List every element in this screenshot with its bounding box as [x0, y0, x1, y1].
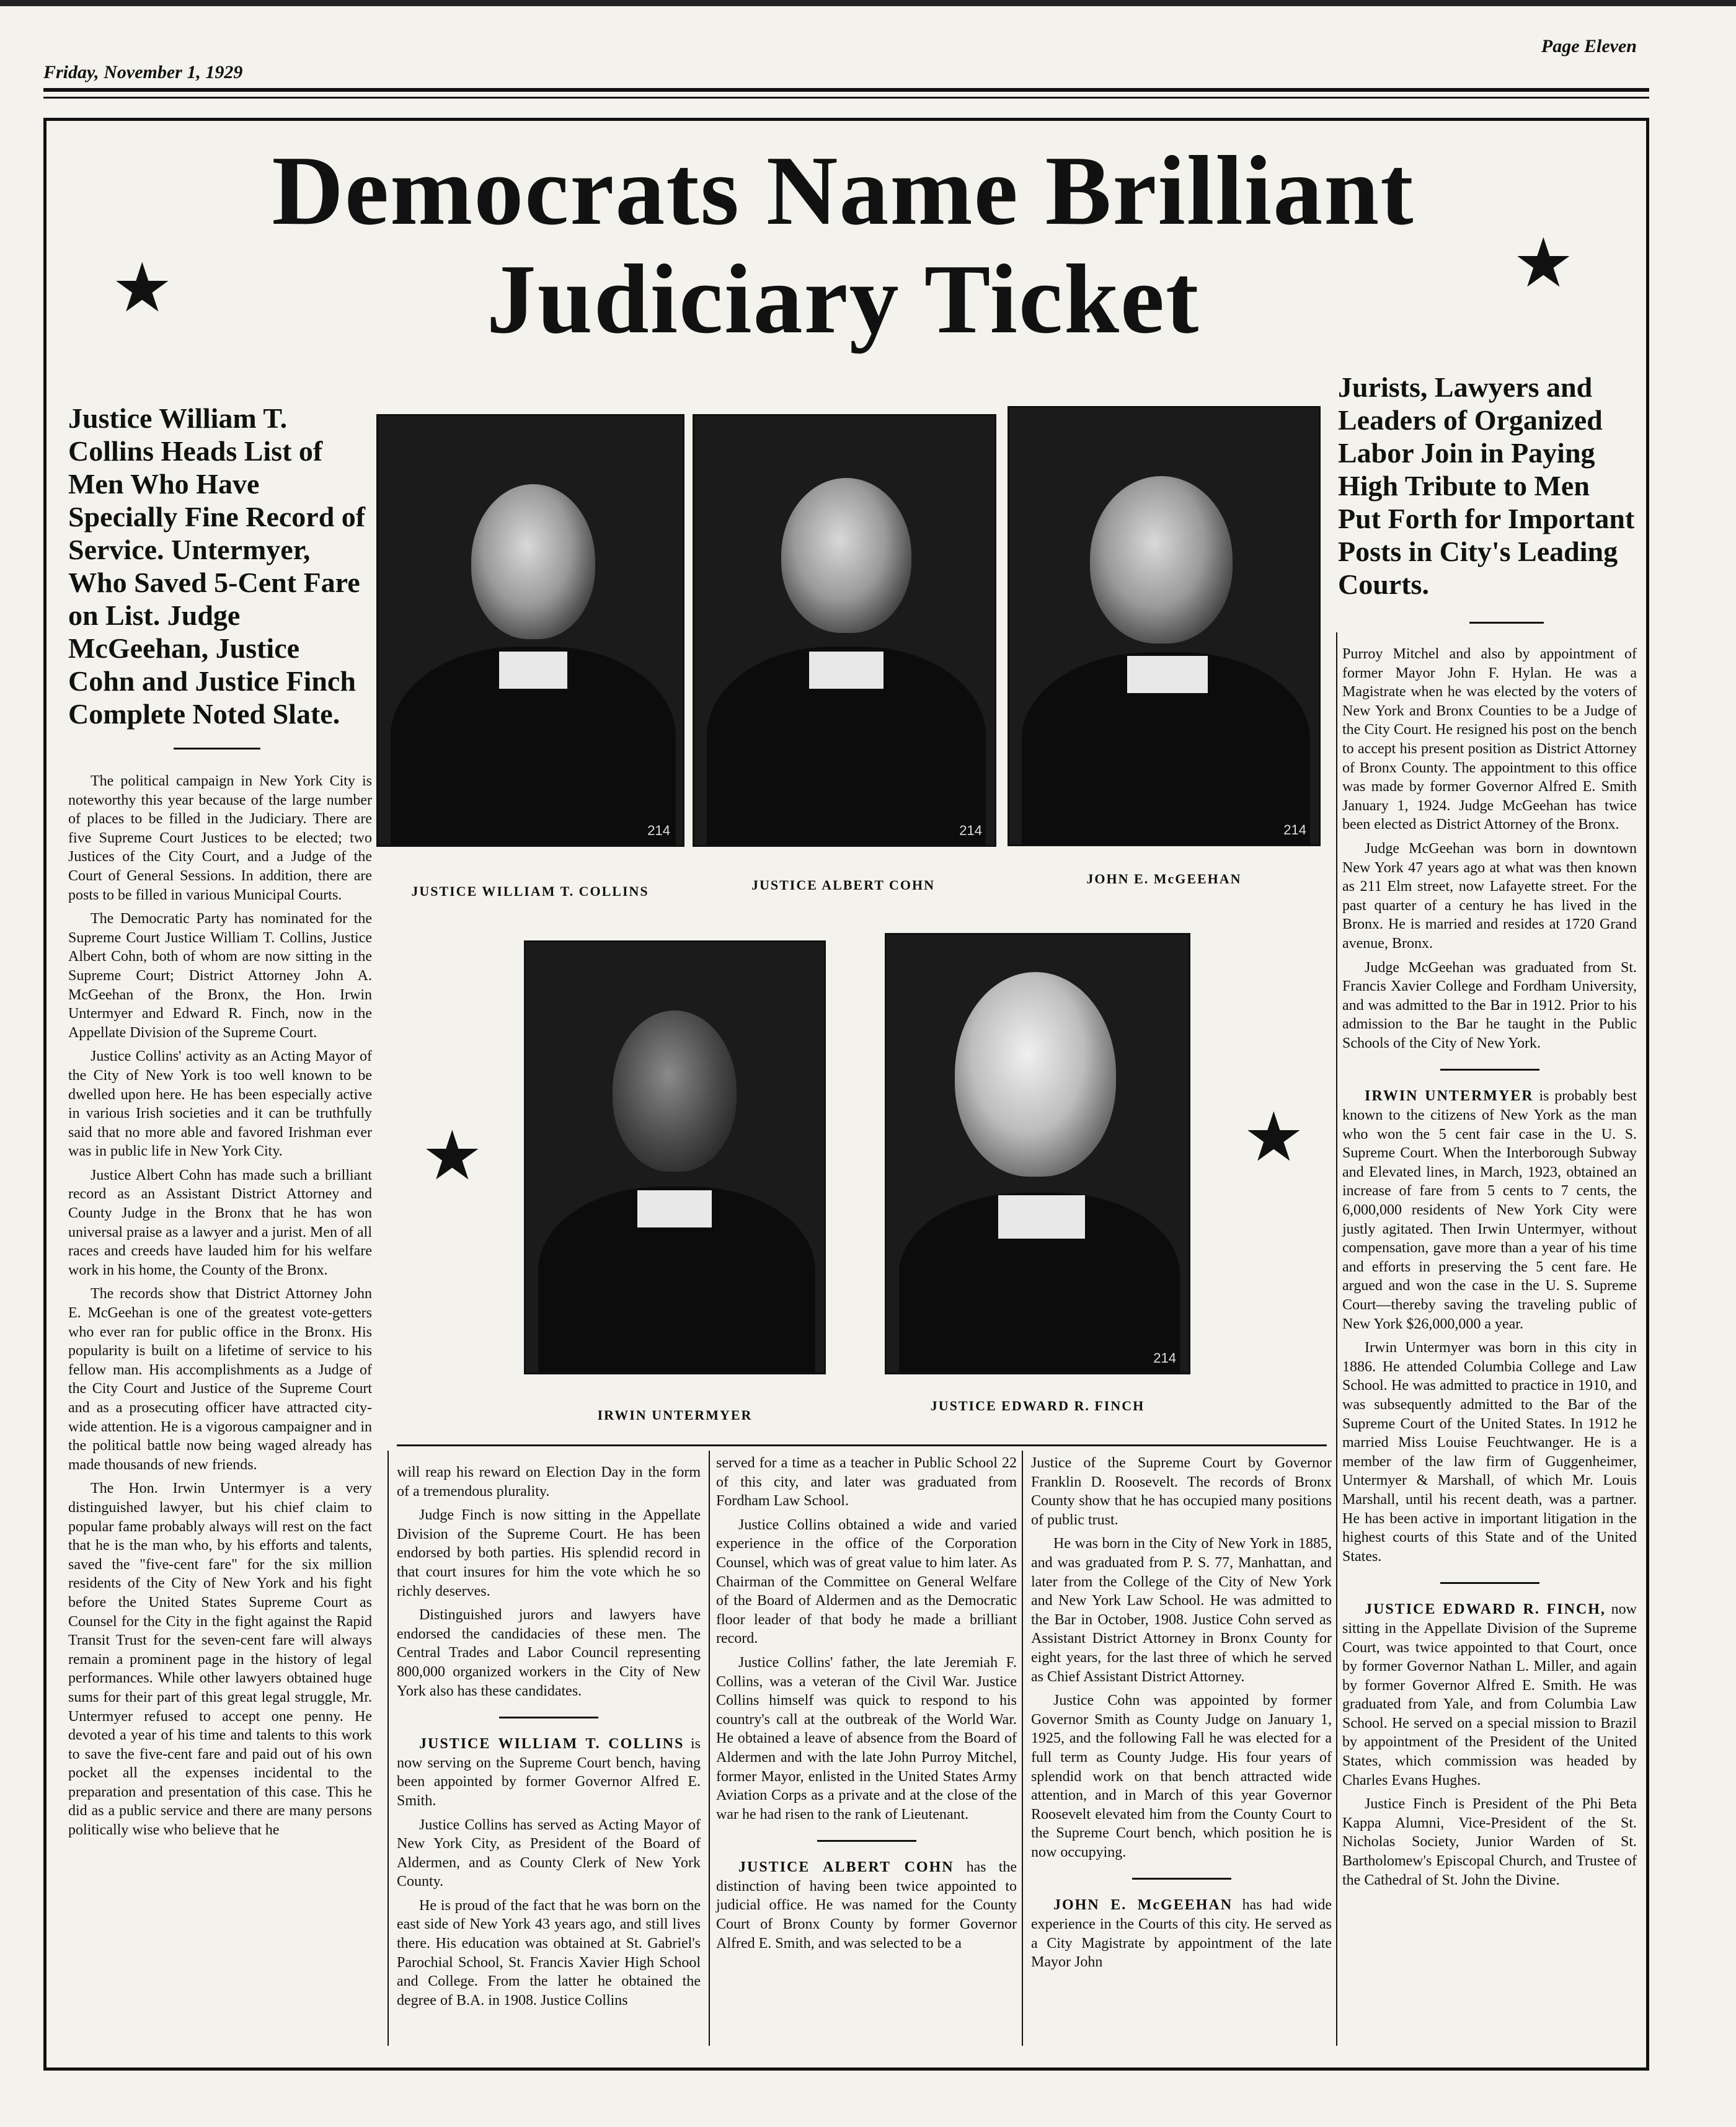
plate-number: 214	[1283, 822, 1306, 838]
left-column	[68, 772, 372, 1845]
paragraph: Judge McGeehan was born in downtown New York 47 years ago at what was then known as 211 Elm street, now Lafayette street. For the past quarter of a century he has lived in the Bronx. He is married and resides at 1720 Grand avenue, Bronx.	[1342, 840, 1637, 952]
caption-mcgeehan: JOHN E. McGEEHAN	[1086, 871, 1242, 887]
divider	[817, 1840, 916, 1842]
paragraph: has had wide experience in the Courts of this city. He served as a City Magistrate by appointment of the late Mayor John	[1031, 1897, 1332, 1971]
header-rule-thin	[43, 97, 1649, 99]
column-rule	[1336, 632, 1337, 2046]
portrait-mcgeehan	[1008, 406, 1321, 846]
divider	[1440, 1582, 1539, 1584]
headline	[62, 136, 1624, 353]
paragraph: Justice Collins obtained a wide and varied experience in the office of the Corporation Counsel, which was of great value to him later. As Chairman of the Committee on General Welfare of the Board of Aldermen and as the Democratic floor leader of that body he made a brilliant record.	[716, 1516, 1017, 1647]
caption-finch: JUSTICE EDWARD R. FINCH	[930, 1398, 1145, 1413]
left-deck: Justice William T. Collins Heads List of Men Who Have Specially Fine Record of Service. Untermyer, Who Saved 5-Cent Fare on List. Judge McGeehan, Justice Cohn and Justice Finch Complete Noted Slate.	[68, 402, 366, 730]
plate-number: 214	[647, 823, 670, 838]
divider	[499, 1717, 598, 1718]
paragraph: Justice of the Supreme Court by Governor Franklin D. Roosevelt. The records of Bronx County show that he has occupied many positions of public trust.	[1031, 1455, 1332, 1528]
column-rule	[709, 1451, 710, 2046]
deck-rule	[174, 748, 260, 750]
column-rule	[388, 1451, 389, 2046]
plate-number: 214	[959, 823, 982, 838]
subhead-collins: JUSTICE WILLIAM T. COLLINS	[419, 1736, 684, 1753]
portrait-finch	[885, 933, 1190, 1374]
paragraph: The records show that District Attorney John E. McGeehan is one of the greatest vote-getters who ever ran for public office in the Bronx. His popularity is built on a lifetime of service to his fellow man. His accomplishments as a Judge of the City Court and Justice of the Supreme Court and as a prosecuting officer have attracted city-wide attention. He is a vigorous campaigner and in the political battle now being waged already has made thousands of new friends.	[68, 1286, 372, 1473]
column-4	[1031, 1454, 1332, 1977]
top-border	[0, 0, 1736, 6]
divider	[1440, 1069, 1539, 1071]
column-rule	[1022, 1451, 1023, 2046]
divider	[1132, 1878, 1231, 1880]
paragraph: now sitting in the Appellate Division of the Supreme Court, was twice appointed to that Court, once by former Governor Nathan L. Miller, and again by former Governor Alfred E. Smith. He was graduated from Yale, and from Columbia Law School. He served on a special mission to Brazil by appointment of the President of the United States, which commission was headed by Charles Evans Hughes.	[1342, 1601, 1637, 1789]
right-column	[1342, 645, 1637, 1895]
caption-collins: JUSTICE WILLIAM T. COLLINS	[411, 883, 649, 899]
paragraph: Justice Cohn was appointed by former Governor Smith as County Judge on January 1, 1925, and the following Fall he was elected for a full term as County Judge. His four years of splendid work on that bench attracted wide attention, and in March of this year Governor Roosevelt elevated him from the County Court to the Supreme Court bench, which position he is now occupying.	[1031, 1692, 1332, 1860]
paragraph: Justice Albert Cohn has made such a brilliant record as an Assistant District Attorney and County Judge in the Bronx that he has won universal praise as a lawyer and a jurist. Men of all races and creeds have lauded him for his welfare work in his home, the County of the Bronx.	[68, 1167, 372, 1278]
star-icon: ★	[1513, 226, 1574, 301]
star-icon: ★	[422, 1118, 483, 1194]
star-icon: ★	[1243, 1100, 1304, 1175]
dateline: Friday, November 1, 1929	[43, 62, 243, 82]
headline-line-1: Democrats Name Brilliant	[272, 135, 1415, 245]
section-rule	[397, 1444, 1327, 1446]
subhead-untermyer: IRWIN UNTERMYER	[1365, 1088, 1534, 1105]
headline-line-2: Judiciary Ticket	[486, 244, 1200, 354]
paragraph: served for a time as a teacher in Public School 22 of this city, and later was graduated from Fordham Law School.	[716, 1455, 1017, 1510]
column-2	[397, 1463, 701, 2015]
paragraph: Judge Finch is now sitting in the Appellate Division of the Supreme Court. He has been endorsed by both parties. His splendid record in that court insures for him the vote which he so richly deserves.	[397, 1507, 701, 1599]
subhead-mcgeehan: JOHN E. McGEEHAN	[1053, 1897, 1233, 1914]
paragraph: is probably best known to the citizens of New York as the man who won the 5 cent fair case in the U. S. Supreme Court. When the Interborough Subway and Elevated lines, in March, 1923, obtained an increase of fare from 5 cents to 7 cents, the 6,000,000 residents of New York City were justly agitated. Then Irwin Untermyer, without compensation, gave more than a year of his time and efforts in preserving the 5 cent fare. He argued and won the case in the U. S. Supreme Court—thereby saving the traveling public of New York $26,000,000 a year.	[1342, 1088, 1637, 1332]
paragraph: Irwin Untermyer was born in this city in 1886. He attended Columbia College and Law School. He was admitted to practice in 1910, and was subsequently admitted to the Bar of the Supreme Court of the United States. In 1912 he married Miss Louise Feuchtwanger. He is a member of the law firm of Guggenheimer, Untermyer & Marshall, of which Mr. Louis Marshall, until his recent death, was a partner. He has been active in important litigation in the highest courts of this State and of the United States.	[1342, 1340, 1637, 1565]
paragraph: Justice Collins has served as Acting Mayor of New York City, as President of the Board of Aldermen, and as County Clerk of New York County.	[397, 1816, 701, 1890]
portrait-untermyer	[524, 940, 826, 1374]
paragraph: has the distinction of having been twice appointed to judicial office. He was named for the County Court of Bronx County by former Governor Alfred E. Smith, and was selected to be a	[716, 1859, 1017, 1952]
caption-untermyer: IRWIN UNTERMYER	[597, 1407, 753, 1423]
portrait-collins	[376, 414, 684, 847]
caption-cohn: JUSTICE ALBERT COHN	[751, 877, 935, 893]
paragraph: The Democratic Party has nominated for the Supreme Court Justice William T. Collins, Justice Albert Cohn, both of whom are now sitting in the Supreme Court; District Attorney John A. McGeehan of the Bronx, the Hon. Irwin Untermyer and Edward R. Finch, now in the Appellate Division of the Supreme Court.	[68, 911, 372, 1041]
paragraph: He was born in the City of New York in 1885, and was graduated from P. S. 77, Manhattan, and later from the College of the City of New York and New York Law School. He was admitted to the Bar in October, 1908. Justice Cohn served as Assistant District Attorney in Bronx County for eight years, for the last three of which he served as Chief Assistant District Attorney.	[1031, 1536, 1332, 1685]
plate-number: 214	[1153, 1350, 1176, 1366]
paragraph: The Hon. Irwin Untermyer is a very distinguished lawyer, but his chief claim to popular fame probably always will rest on the fact that he is the man who, by his efforts and talents, saved the "five-cent fare" for the six million residents of the City of New York and his fight before the United States Supreme Court as Counsel for the City in the fight against the Rapid Transit Trust for the seven-cent fare will always remain a prominent page in the history of legal performances. While other lawyers obtained huge sums for their part of this great legal struggle, Mr. Untermyer refused to accept one penny. He devoted a year of his time and talents to this work to save the five-cent fare and paid out of his own pocket all the expenses incidental to the preparation and presentation of this case. This he did as a public service and there are many persons politically wise who believe that he	[68, 1480, 372, 1839]
paragraph: Justice Finch is President of the Phi Beta Kappa Alumni, Vice-President of the St. Nicholas Society, Junior Warden of St. Bartholomew's Episcopal Church, and Trustee of the Cathedral of St. John the Divine.	[1342, 1796, 1637, 1888]
right-deck: Jurists, Lawyers and Leaders of Organized Labor Join in Paying High Tribute to Men Put Forth for Important Posts in City's Leading Courts.	[1338, 371, 1635, 600]
header-rule	[43, 88, 1649, 92]
paragraph: Purroy Mitchel and also by appointment of former Mayor John F. Hylan. He was a Magistrate when he was elected by the voters of New York and Bronx Counties to be a Judge of the City Court. He resigned his post on the bench to accept his present position as District Attorney of Bronx County. The appointment to this office was made by former Governor Alfred E. Smith January 1, 1924. Judge McGeehan has twice been elected as District Attorney of the Bronx.	[1342, 646, 1637, 833]
paragraph: will reap his reward on Election Day in the form of a tremendous plurality.	[397, 1464, 701, 1500]
paragraph: Justice Collins' activity as an Acting Mayor of the City of New York is too well known to be dwelled upon here. He has been especially active in various Irish societies and it can be truthfully said that no more able and favored Irishman ever was in public life in New York City.	[68, 1048, 372, 1160]
paragraph: is now serving on the Supreme Court bench, having been appointed by former Governor Alfred E. Smith.	[397, 1736, 701, 1809]
deck-rule	[1469, 622, 1544, 624]
paragraph: Justice Collins' father, the late Jeremiah F. Collins, was a veteran of the Civil War. Justice Collins himself was quick to respond to his country's call at the outbreak of the World War. He obtained a leave of absence from the Board of Aldermen and with the late John Purroy Mitchel, former Mayor, enlisted in the United States Army Aviation Corps as a private and at the close of the war he had risen to the rank of Lieutenant.	[716, 1654, 1017, 1823]
portrait-cohn	[693, 414, 996, 847]
subhead-finch: JUSTICE EDWARD R. FINCH,	[1365, 1601, 1606, 1618]
page-number: Page Eleven	[1541, 36, 1637, 56]
star-icon: ★	[112, 250, 173, 326]
subhead-cohn: JUSTICE ALBERT COHN	[738, 1859, 954, 1876]
paragraph: Judge McGeehan was graduated from St. Francis Xavier College and Fordham University, and was admitted to the Bar in 1912. Prior to his admission to the Bar he taught in the Public Schools of the City of New York.	[1342, 959, 1637, 1051]
column-3	[716, 1454, 1017, 1958]
paragraph: He is proud of the fact that he was born on the east side of New York 43 years ago, and still lives there. His education was obtained at St. Gabriel's Parochial School, St. Francis Xavier High School and College. From the latter he obtained the degree of B.A. in 1908. Justice Collins	[397, 1897, 701, 2009]
paragraph: Distinguished jurors and lawyers have endorsed the candidacies of these men. The Central Trades and Labor Council representing 800,000 organized workers in the City of New York also has these candidates.	[397, 1607, 701, 1699]
paragraph: The political campaign in New York City is noteworthy this year because of the large number of places to be filled in the Judiciary. There are five Supreme Court Justices to be elected; two Justices of the City Court, and a Judge of the Court of General Sessions. In addition, there are posts to be filled in various Municipal Courts.	[68, 773, 372, 903]
